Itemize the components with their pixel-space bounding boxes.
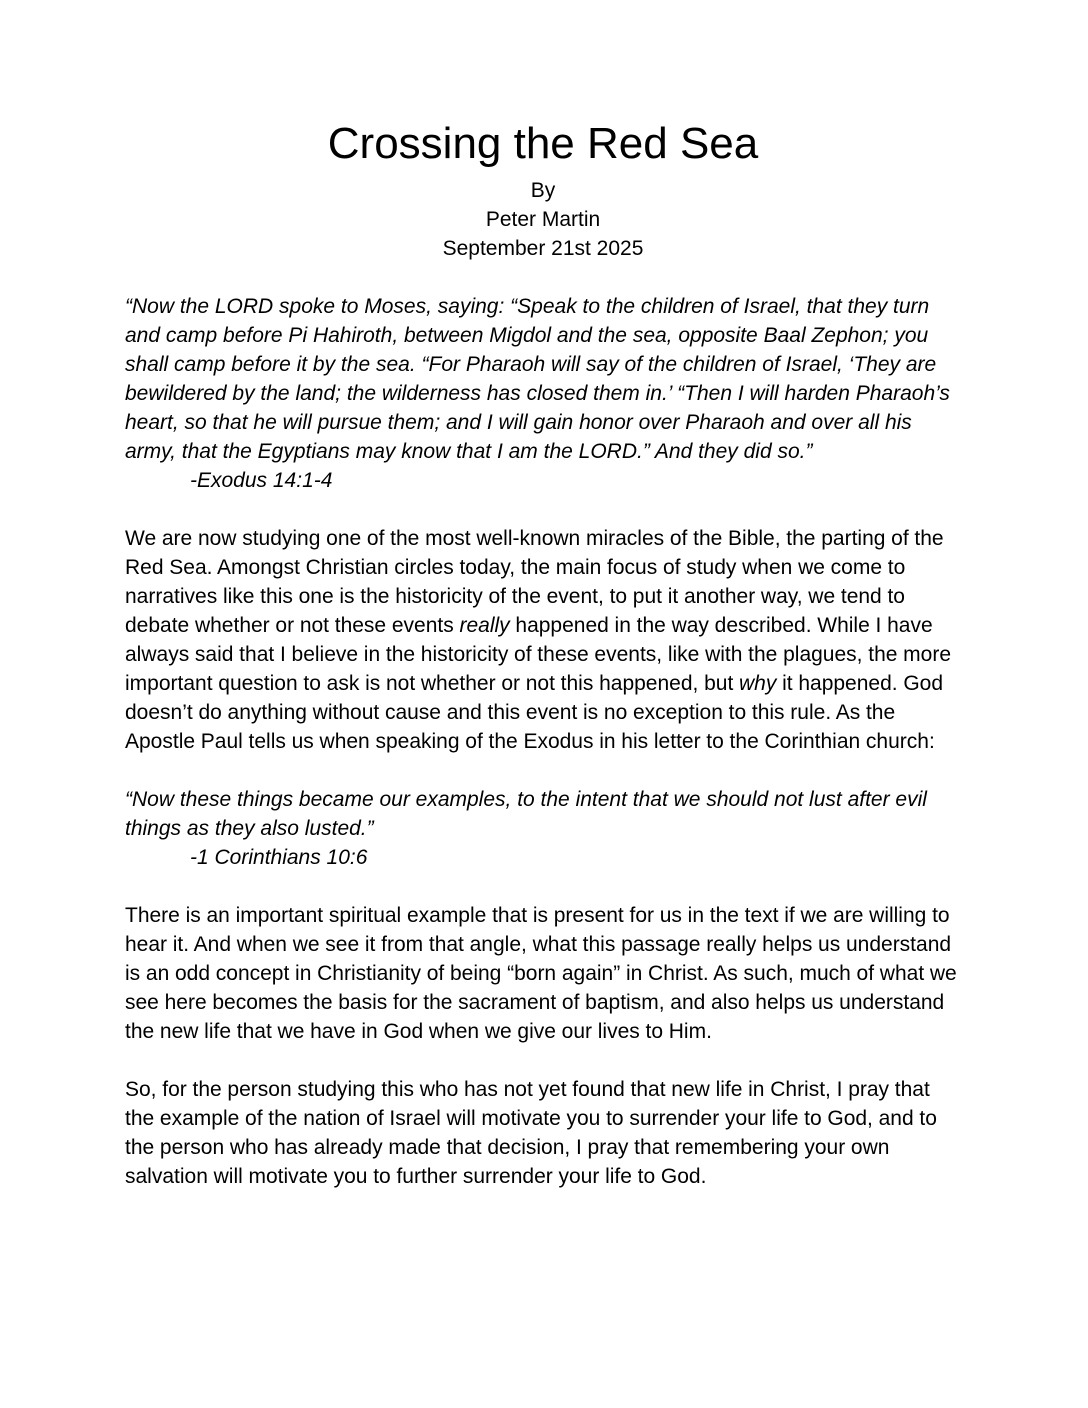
paragraph-1-emphasis-why: why [739, 672, 777, 695]
page-title: Crossing the Red Sea [327, 119, 759, 168]
paragraph-1-text-part-3: it happened. God doesn’t do anything without cause and this event is no exception to this rule. As the Apostle Paul tells us when speaking of the Exodus in his letter to the Corinthian church: [125, 672, 944, 753]
citation-corinthians: -1 Corinthians 10:6 [190, 846, 368, 869]
paragraph-1-text-part-1: We are now studying one of the most well-known miracles of the Bible, the parting of the Red Sea. Amongst Christian circles today, the main focus of study when we come to narratives like this one is the historicity of the event, to put it another way, we tend to debate whether or not these events [125, 527, 944, 637]
spacer [125, 263, 961, 292]
byline-author: Peter Martin [485, 208, 601, 231]
document-body [125, 118, 961, 1191]
byline-date: September 21st 2025 [442, 237, 644, 260]
body-paragraph-2: There is an important spiritual example that is present for us in the text if we are willing to hear it. And when we see it from that angle, what this passage really helps us understand is an odd concept in Christianity of being “born again” in Christ. As such, much of what we see here becomes the basis for the sacrament of baptism, and also helps us understand the new life that we have in God when we give our lives to Him. [125, 904, 957, 1043]
spacer [125, 756, 961, 785]
spacer [125, 1046, 961, 1075]
paragraph-1-emphasis-really: really [459, 614, 510, 637]
scripture-quote-corinthians: “Now these things became our examples, to the intent that we should not lust after evil things as they also lusted.” [125, 788, 927, 840]
paragraph-1-text-part-2: happened in the way described. While I have always said that I believe in the historicity of these events, like with the plagues, the more important question to ask is not whether or not this happened, but [125, 614, 952, 695]
byline-by-label: By [530, 179, 556, 202]
scripture-quote-exodus: “Now the LORD spoke to Moses, saying: “Speak to the children of Israel, that they turn and camp before Pi Hahiroth, between Migdol and the sea, opposite Baal Zephon; you shall camp before it by the sea. “For Pharaoh will say of the children of Israel, ‘They are bewildered by the land; the wilderness has closed them in.’ “Then I will harden Pharaoh’s heart, so that he will pursue them; and I will gain honor over Pharaoh and over all his army, that the Egyptians may know that I am the LORD.” And they did so.” [125, 295, 950, 463]
body-paragraph-3: So, for the person studying this who has not yet found that new life in Christ, I pray that the example of the nation of Israel will motivate you to surrender your life to God, and to the person who has already made that decision, I pray that remembering your own salvation will motivate you to further surrender your life to God. [125, 1078, 937, 1188]
spacer [125, 495, 961, 524]
spacer [125, 872, 961, 901]
byline [125, 176, 961, 263]
body-paragraph-1 [125, 524, 961, 756]
citation-exodus: -Exodus 14:1-4 [190, 469, 333, 492]
